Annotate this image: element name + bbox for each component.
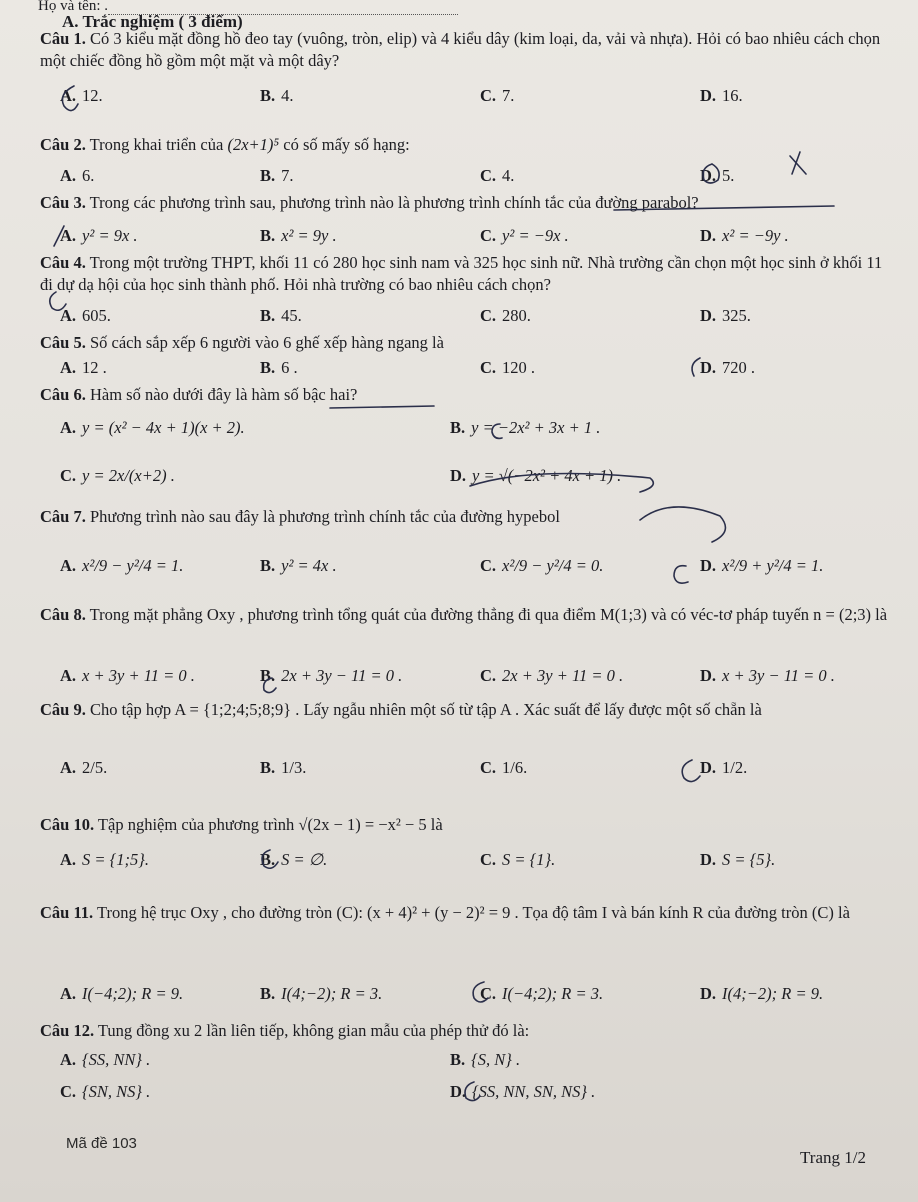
question-4 [40,252,888,296]
question-10 [40,814,888,836]
option-d: D. 16. [700,86,743,105]
page-number: Trang 1/2 [800,1148,866,1167]
question-text: Hàm số nào dưới đây là hàm số bậc hai? [89,385,358,404]
question-12-options-row2 [60,1082,898,1106]
question-number: Câu 11. [40,903,94,922]
question-8-options [60,666,898,690]
option-b: B. x² = 9y . [260,226,337,245]
question-text: Phương trình nào sau đây là phương trình chính tắc của đường hypebol [89,507,560,526]
question-11 [40,896,888,930]
option-c: C. 7. [480,86,515,105]
question-1-options [60,86,898,110]
option-b: B. S = ∅. [260,850,328,869]
option-d: D. x² = −9y . [700,226,789,245]
underline-q6 [330,406,434,408]
question-number: Câu 8. [40,605,86,624]
option-b: B. 7. [260,166,294,185]
question-6 [40,384,888,406]
question-text: Trong các phương trình sau, phương trình nào là phương trình chính tắc của đường parabol? [89,193,699,212]
option-c: C. 1/6. [480,758,528,777]
question-number: Câu 5. [40,333,86,352]
question-11-options [60,984,898,1008]
option-a: A. y² = 9x . [60,226,138,245]
question-9 [40,694,888,726]
question-text: Tung đồng xu 2 lần liên tiếp, không gian mẫu của phép thử đó là: [97,1021,530,1040]
student-name-label: Họ và tên: . [38,0,108,14]
question-expression: (2x+1)⁵ [227,135,280,154]
question-text: Có 3 kiểu mặt đồng hồ đeo tay (vuông, tròn, elip) và 4 kiểu dây (kim loại, da, vải và nhựa). Hỏi có bao nhiêu cách chọn một chiếc đồng hồ gồm một mặt và một dây? [40,29,881,70]
option-b: B. 4. [260,86,294,105]
option-c: C. y² = −9x . [480,226,569,245]
question-4-options [60,306,898,330]
option-b: B. 6 . [260,358,298,377]
question-7 [40,506,888,528]
option-d: D. 5. [700,166,735,185]
question-12-options-row1 [60,1050,898,1074]
section-title: A. Trắc nghiệm ( 3 điểm) [62,12,243,31]
question-text: Tập nghiệm của phương trình √(2x − 1) = −x² − 5 là [97,815,443,834]
option-c: C. x²/9 − y²/4 = 0. [480,556,604,575]
option-a: A. 6. [60,166,95,185]
question-number: Câu 7. [40,507,86,526]
option-b: B. y = −2x² + 3x + 1 . [450,418,601,437]
option-a: A. 2/5. [60,758,108,777]
question-6-options-row2 [60,466,898,490]
question-2 [40,134,888,156]
question-text: Cho tập hợp A = {1;2;4;5;8;9} . Lấy ngẫu nhiên một số từ tập A . Xác suất để lấy được một số chẵn là [89,700,762,719]
question-text: Số cách sắp xếp 6 người vào 6 ghế xếp hàng ngang là [89,333,444,352]
option-b: B. 45. [260,306,302,325]
question-number: Câu 9. [40,700,86,719]
question-6-options-row1 [60,418,898,442]
question-number: Câu 2. [40,135,86,154]
option-a: A. 12 . [60,358,107,377]
question-3 [40,192,888,214]
question-text: Trong mặt phẳng Oxy , phương trình tổng quát của đường thẳng đi qua điểm M(1;3) và có véc-tơ pháp tuyến n = (2;3) là [89,605,888,624]
option-c: C. 4. [480,166,515,185]
option-c: C. S = {1}. [480,850,556,869]
question-12 [40,1020,888,1042]
question-number: Câu 1. [40,29,86,48]
option-d: D. {SS, NN, SN, NS} . [450,1082,596,1101]
option-d: D. 720 . [700,358,756,377]
option-a: A. x²/9 − y²/4 = 1. [60,556,184,575]
option-b: B. 2x + 3y − 11 = 0 . [260,666,403,685]
option-b: B. I(4;−2); R = 3. [260,984,383,1003]
question-number: Câu 3. [40,193,86,212]
question-number: Câu 6. [40,385,86,404]
question-number: Câu 12. [40,1021,95,1040]
option-c: C. I(−4;2); R = 3. [480,984,604,1003]
question-text: Trong một trường THPT, khối 11 có 280 học sinh nam và 325 học sinh nữ. Nhà trường cần chọn một học sinh ở khối 11 đi dự dạ hội của học sinh thành phố. Hỏi nhà trường có bao nhiêu cách chọn? [40,253,883,294]
question-text: Trong hệ trục Oxy , cho đường tròn (C): (x + 4)² + (y − 2)² = 9 . Tọa độ tâm I và bán kính R của đường tròn (C) là [97,903,850,922]
option-d: D. 325. [700,306,751,325]
option-b: B. {S, N} . [450,1050,521,1069]
option-d: D. x + 3y − 11 = 0 . [700,666,835,685]
option-d: D. x²/9 + y²/4 = 1. [700,556,824,575]
option-c: C. 280. [480,306,531,325]
question-1 [40,28,888,72]
option-c: C. 2x + 3y + 11 = 0 . [480,666,624,685]
option-d: D. 1/2. [700,758,748,777]
exam-code: Mã đề 103 [66,1135,137,1152]
question-number: Câu 4. [40,253,86,272]
option-c: C. 120 . [480,358,536,377]
option-a: A. y = (x² − 4x + 1)(x + 2). [60,418,245,437]
option-a: A. 605. [60,306,111,325]
question-8 [40,598,888,632]
option-d: D. y = √(−2x² + 4x + 1) . [450,466,622,485]
option-c: C. y = 2x/(x+2) . [60,466,175,485]
option-a: A. {SS, NN} . [60,1050,151,1069]
option-c: C. {SN, NS} . [60,1082,151,1101]
option-a: A. x + 3y + 11 = 0 . [60,666,195,685]
question-text-after: có số mấy số hạng: [283,135,410,154]
question-9-options [60,758,898,782]
option-d: D. I(4;−2); R = 9. [700,984,824,1003]
question-5 [40,332,888,354]
option-b: B. 1/3. [260,758,307,777]
option-b: B. y² = 4x . [260,556,337,575]
option-d: D. S = {5}. [700,850,776,869]
question-number: Câu 10. [40,815,95,834]
question-2-options [60,166,898,190]
question-7-options [60,556,898,580]
question-10-options [60,850,898,874]
question-text: Trong khai triển của [89,135,224,154]
option-a: A. 12. [60,86,103,105]
option-a: A. I(−4;2); R = 9. [60,984,184,1003]
question-3-options [60,226,898,250]
option-a: A. S = {1;5}. [60,850,149,869]
question-5-options [60,358,898,382]
